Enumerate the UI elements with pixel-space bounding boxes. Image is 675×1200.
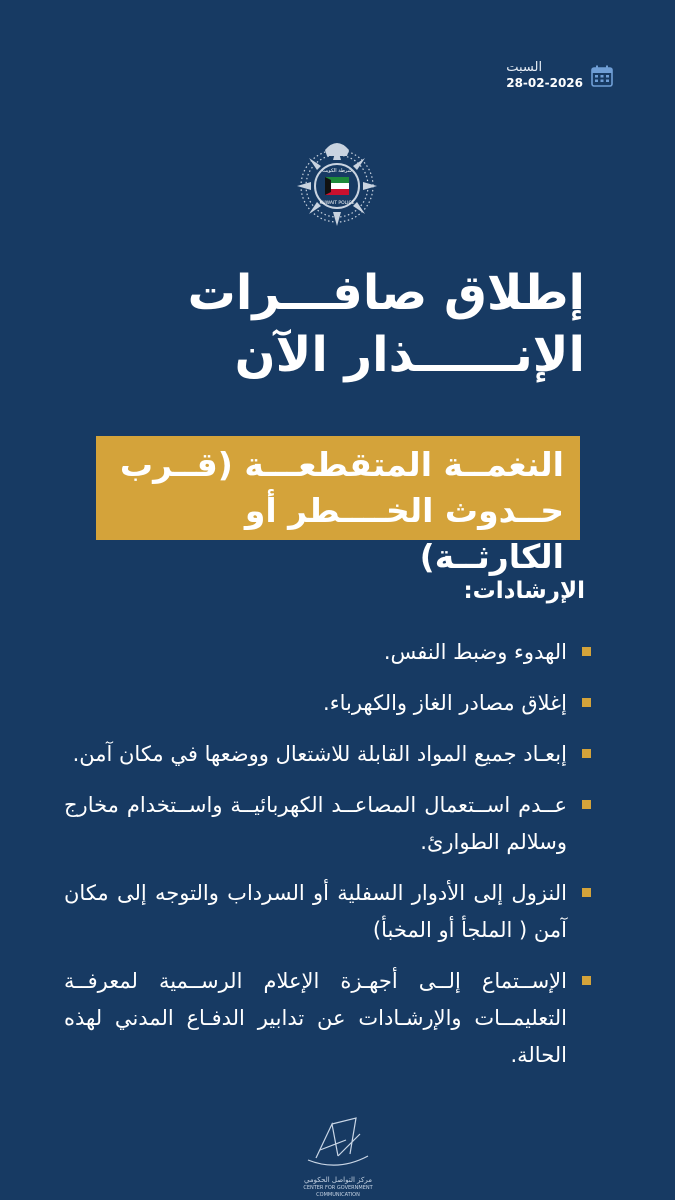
bullet-icon <box>582 976 591 985</box>
logo-text-bottom: KUWAIT POLICE <box>319 201 355 206</box>
list-item <box>64 963 591 1074</box>
footer-caption-en: CENTER FOR GOVERNMENT COMMUNICATION <box>303 1185 373 1198</box>
guidance-list <box>64 634 591 1088</box>
guidance-item-text: الهدوء وضبط النفس. <box>383 640 567 664</box>
bullet-icon <box>582 698 591 707</box>
footer-caption <box>290 1176 386 1199</box>
bullet-icon <box>582 888 591 897</box>
date-block <box>506 60 613 91</box>
government-communication-logo-icon <box>298 1110 378 1180</box>
guidance-item-text: النزول إلى الأدوار السفلية أو السرداب والتوجه إلى مكان آمن ( الملجأ أو المخبأ) <box>64 881 567 942</box>
list-item <box>64 634 591 671</box>
highlight-box <box>96 436 580 576</box>
bullet-icon <box>582 800 591 809</box>
title-line-1: إطلاق صافـــرات <box>187 265 585 321</box>
bullet-icon <box>582 749 591 758</box>
list-item <box>64 875 591 949</box>
logo-text-top: شرطة الكويت <box>322 168 352 174</box>
title-line-2: الإنــــــذار الآن <box>234 327 585 383</box>
date-day: السبت <box>506 60 543 75</box>
guidance-item-text: إبعـاد جميع المواد القابلة للاشتعال ووضعها في مكان آمن. <box>72 742 567 766</box>
date-value: 28-02-2026 <box>506 76 583 90</box>
guidance-heading: الإرشادات: <box>463 578 585 604</box>
list-item <box>64 736 591 773</box>
calendar-icon <box>591 65 613 87</box>
date-text <box>506 60 583 91</box>
bullet-icon <box>582 647 591 656</box>
list-item <box>64 787 591 861</box>
footer-caption-ar: مركز التواصل الحكومي <box>304 1176 372 1184</box>
page-title <box>60 262 585 386</box>
highlight-line-1: النغمــة المتقطعـــة (قــرب <box>119 445 564 484</box>
list-item <box>64 685 591 722</box>
kuwait-police-emblem-icon <box>287 130 387 230</box>
guidance-item-text: إغلاق مصادر الغاز والكهرباء. <box>323 691 567 715</box>
guidance-item-text: الإســتماع إلــى أجهـزة الإعلام الرســمية لمعرفــة التعليمــات والإرشـادات عن تدابير الدفـاع المدني لهذه الحالة. <box>64 969 567 1067</box>
highlight-line-2: حــدوث الخــــطر أو الكارثــة) <box>244 491 564 576</box>
guidance-item-text: عــدم اســتعمال المصاعــد الكهربائيــة واســتخدام مخارج وسلالم الطوارئ. <box>64 793 567 854</box>
